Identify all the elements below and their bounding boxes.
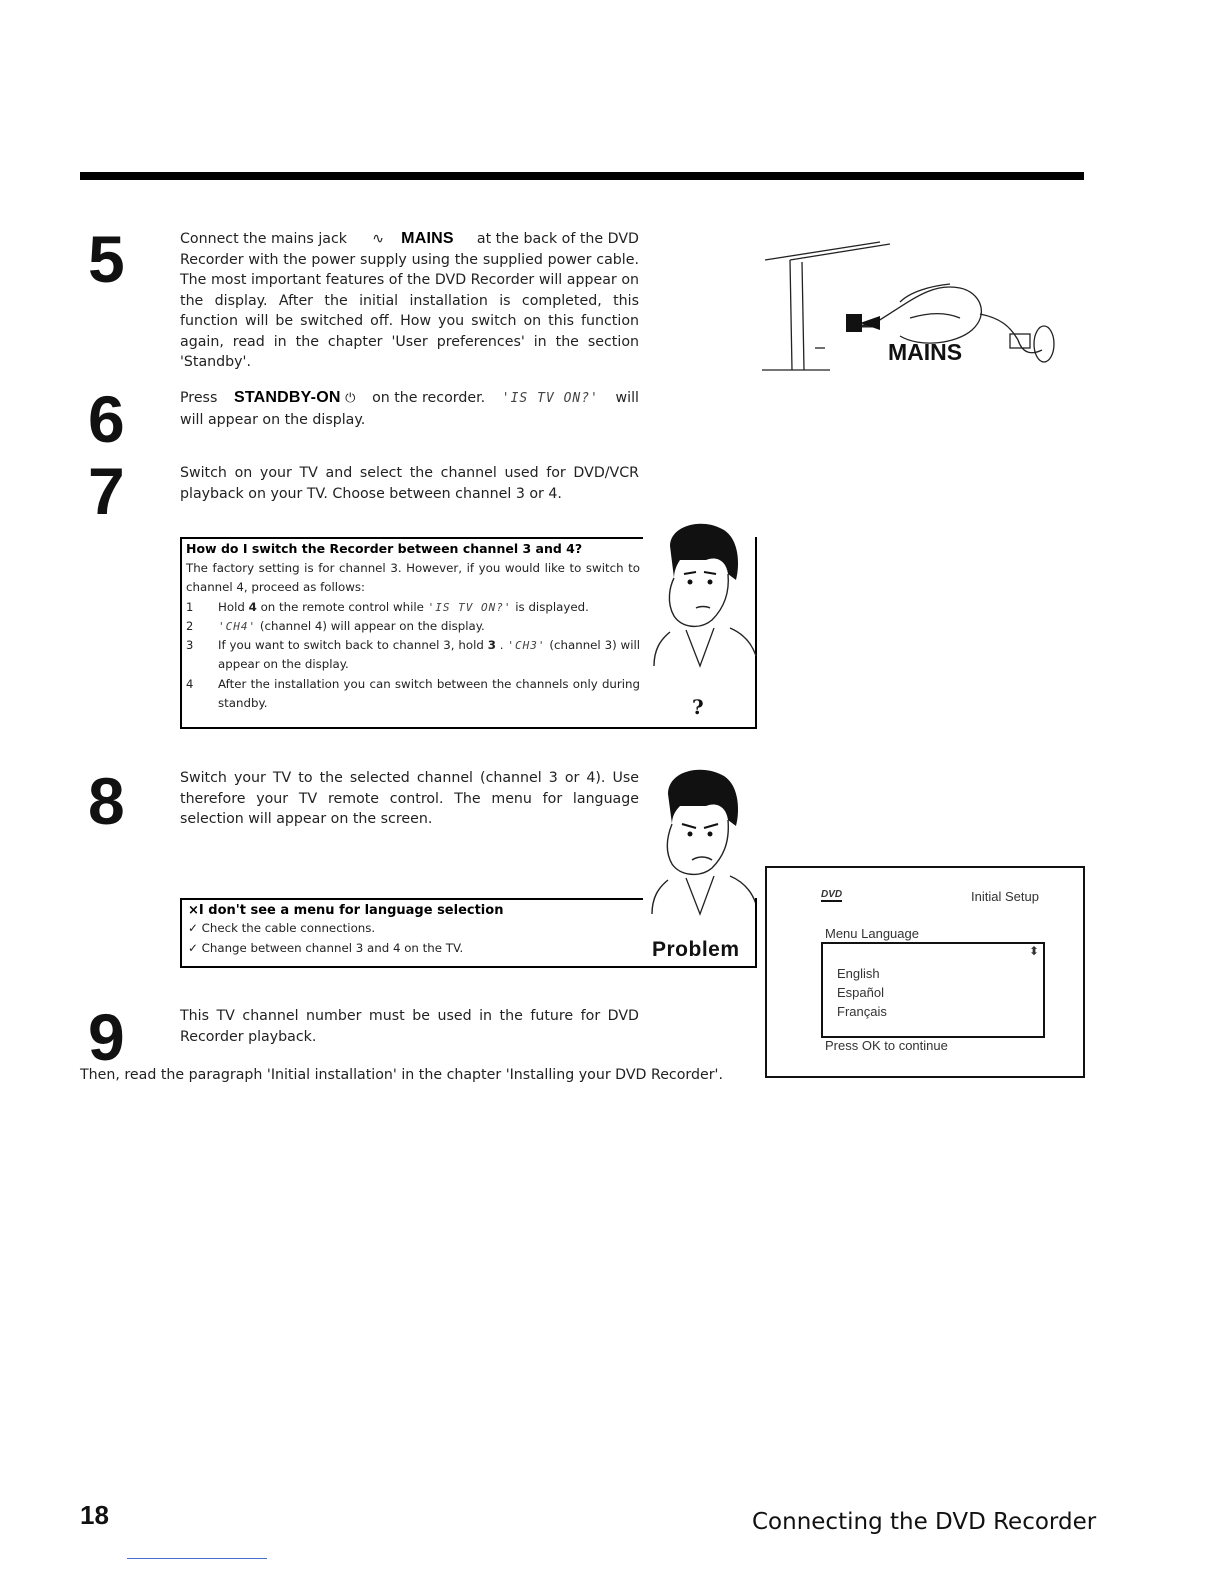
step-5-text: [180, 229, 639, 373]
lcd-is-tv-on-small: 'IS TV ON?': [427, 600, 512, 614]
tip-step-1: 1 Hold 4 on the remote control while 'IS TV ON?' is displayed.: [186, 599, 589, 614]
language-list[interactable]: [821, 942, 1045, 1038]
figure-mains-label: MAINS: [888, 339, 963, 365]
step-9-number: 9: [88, 1000, 125, 1074]
problem-box-bottom-edge: [180, 966, 757, 968]
tip-box-top-rule: [180, 537, 643, 539]
tv-initial-setup-screen: [765, 866, 1085, 1078]
step-7-text: Switch on your TV and select the channel used for DVD/VCR playback on your TV. Choose between channel 3 or 4.: [180, 465, 639, 502]
standby-on-label: STANDBY-ON: [234, 389, 341, 406]
mains-plug-illustration: [760, 222, 1060, 382]
tv-header-title: Initial Setup: [971, 889, 1039, 904]
problem-label: Problem: [652, 938, 740, 961]
language-option-francais[interactable]: Français: [837, 1004, 887, 1019]
tip-box-title: How do I switch the Recorder between channel 3 and 4?: [186, 541, 583, 556]
problem-box-right-edge: [755, 898, 757, 968]
press-ok-hint: Press OK to continue: [825, 1038, 948, 1053]
lcd-is-tv-on: 'IS TV ON?': [501, 391, 599, 406]
tip-step-4: 4 After the installation you can switch between the channels only during standby.: [186, 676, 640, 711]
ac-mains-symbol: ∿: [372, 231, 385, 247]
tip-step-3: 3 If you want to switch back to channel 3, hold 3 . 'CH3' (channel 3) will appear on the display.: [186, 638, 641, 672]
step-7-number: 7: [88, 454, 125, 528]
tip-box-left-edge: [180, 537, 182, 729]
footer-link-rule: [127, 1558, 267, 1559]
language-option-english[interactable]: English: [837, 966, 880, 981]
scroll-arrows-icon: ⬍: [1028, 944, 1039, 958]
check-icon: ✓: [188, 941, 198, 955]
problem-check-1: ✓ Check the cable connections.: [188, 921, 376, 935]
step-5-body: Recorder with the power supply using the supplied power cable. The most important features of the DVD Recorder will appear on the display. After the initial installation is completed, this function will be switched off. How you switch on this function again, read in the chapter 'User preferences' in the section 'Standby'.: [180, 251, 639, 370]
problem-check-2: ✓ Change between channel 3 and 4 on the TV.: [188, 941, 464, 955]
lcd-ch4: 'CH4': [218, 619, 257, 633]
mains-socket-icon: [846, 314, 862, 332]
cross-icon: ×: [188, 903, 199, 918]
problem-box: [188, 903, 638, 958]
chapter-title: Connecting the DVD Recorder: [752, 1509, 1097, 1535]
tip-box: [186, 541, 640, 713]
menu-language-title: Menu Language: [825, 926, 919, 941]
check-icon: ✓: [188, 921, 198, 935]
page-number: 18: [80, 1500, 109, 1530]
tip-box-intro: The factory setting is for channel 3. However, if you would like to switch to channel 4, proceed as follows:: [186, 561, 640, 595]
step-9-text: This TV channel number must be used in the future for DVD Recorder playback.: [180, 1008, 639, 1045]
cartoon-man-questioning-illustration: [640, 516, 758, 719]
step-8-text: Switch your TV to the selected channel (channel 3 or 4). Use therefore your TV remote control. The menu for language selection will appear on the screen.: [180, 770, 639, 827]
step-6-press: Press: [180, 390, 218, 406]
step-5-number: 5: [88, 222, 125, 296]
power-icon: ⏻: [345, 391, 356, 406]
step-6-will: will: [615, 390, 639, 406]
top-rule: [80, 172, 1084, 180]
question-mark: ?: [692, 695, 704, 719]
step-5-intro: Connect the mains jack: [180, 231, 347, 247]
step-8-number: 8: [88, 764, 125, 838]
step-6-on-recorder: on the recorder.: [372, 390, 486, 406]
tip-box-bottom-edge: [180, 727, 757, 729]
problem-box-left-edge: [180, 898, 182, 968]
step-6-appear: will appear on the display.: [180, 411, 366, 428]
step-6-text: [180, 388, 639, 430]
mains-label: MAINS: [401, 230, 454, 247]
cartoon-man-frowning-illustration: [640, 764, 758, 924]
step-6-number: 6: [88, 382, 125, 456]
dvd-logo-icon: DVD: [821, 889, 843, 900]
lcd-ch3: 'CH3': [507, 639, 546, 653]
tip-step-2: 2 'CH4' (channel 4) will appear on the display.: [186, 618, 485, 633]
language-options: [837, 964, 887, 1021]
problem-box-title: ×I don't see a menu for language selection: [188, 903, 504, 918]
problem-box-top-rule: [180, 898, 643, 900]
language-option-espanol[interactable]: Español: [837, 985, 884, 1000]
mains-connection-figure: [760, 222, 1060, 382]
closing-instruction: Then, read the paragraph 'Initial installation' in the chapter 'Installing your DVD Recorder'.: [80, 1067, 723, 1083]
step-5-intro-2: at the back of the DVD: [476, 231, 639, 247]
